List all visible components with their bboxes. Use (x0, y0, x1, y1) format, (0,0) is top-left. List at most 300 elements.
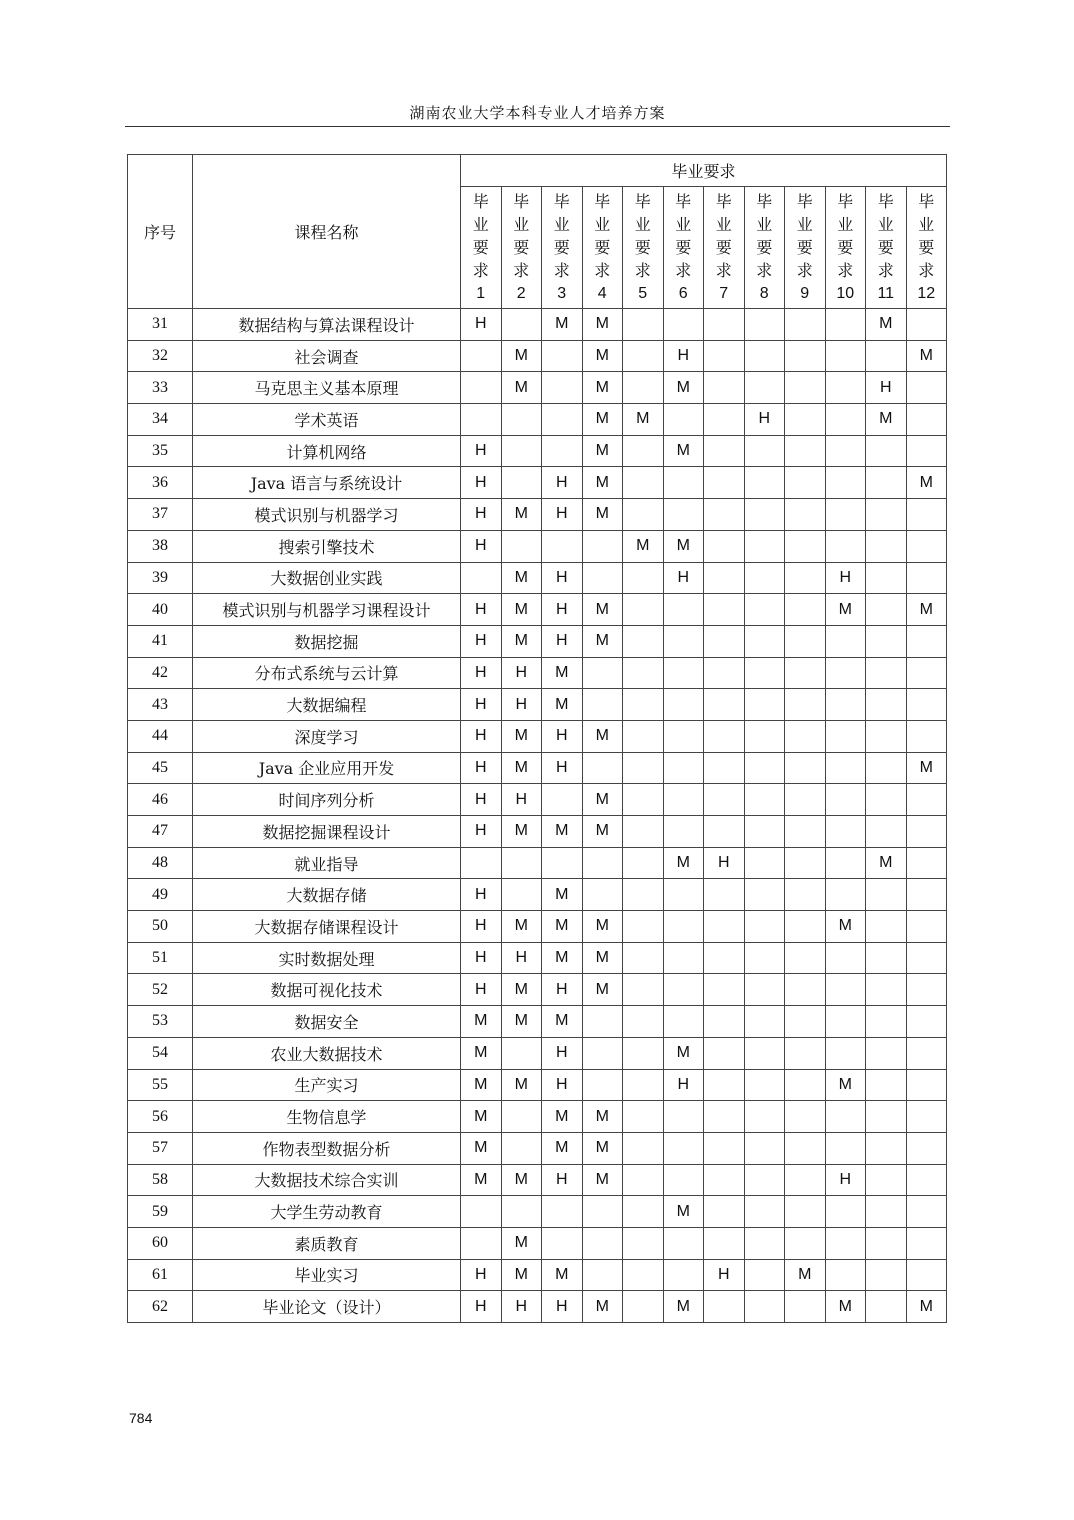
support-level-cell (623, 784, 664, 816)
support-level-cell: H (501, 689, 542, 721)
support-level-cell (825, 467, 866, 499)
support-level-cell (785, 942, 826, 974)
row-index: 58 (128, 1164, 193, 1196)
support-level-cell (704, 752, 745, 784)
support-level-cell: H (461, 974, 502, 1006)
support-level-cell (744, 340, 785, 372)
table-row (128, 530, 947, 562)
table-row (128, 1291, 947, 1323)
support-level-cell (785, 530, 826, 562)
support-level-cell (461, 340, 502, 372)
row-index: 35 (128, 435, 193, 467)
support-level-cell (785, 720, 826, 752)
support-level-cell (663, 689, 704, 721)
support-level-cell: M (501, 752, 542, 784)
row-index: 31 (128, 309, 193, 341)
support-level-cell (785, 911, 826, 943)
support-level-cell: M (582, 372, 623, 404)
support-level-cell: M (461, 1101, 502, 1133)
support-level-cell (582, 562, 623, 594)
support-level-cell (582, 879, 623, 911)
support-level-cell (744, 657, 785, 689)
table-row (128, 594, 947, 626)
support-level-cell (785, 847, 826, 879)
support-level-cell (744, 372, 785, 404)
support-level-cell (906, 1132, 947, 1164)
support-level-cell: M (785, 1259, 826, 1291)
support-level-cell (785, 594, 826, 626)
support-level-cell (663, 1101, 704, 1133)
support-level-cell: H (663, 340, 704, 372)
support-level-cell (906, 435, 947, 467)
support-level-cell: H (501, 942, 542, 974)
support-level-cell (906, 720, 947, 752)
support-level-cell (825, 530, 866, 562)
support-level-cell (744, 467, 785, 499)
support-level-cell: M (582, 467, 623, 499)
support-level-cell: M (501, 1006, 542, 1038)
course-name: 数据结构与算法课程设计 (193, 309, 461, 341)
support-level-cell (744, 594, 785, 626)
support-level-cell (906, 1101, 947, 1133)
support-level-cell (744, 1006, 785, 1038)
support-level-cell (825, 1196, 866, 1228)
support-level-cell: M (663, 1196, 704, 1228)
support-level-cell (785, 340, 826, 372)
support-level-cell: M (501, 562, 542, 594)
support-level-cell: H (461, 879, 502, 911)
support-level-cell: M (866, 309, 907, 341)
course-name: 深度学习 (193, 720, 461, 752)
support-level-cell (785, 974, 826, 1006)
support-level-cell (744, 625, 785, 657)
support-level-cell (501, 847, 542, 879)
support-level-cell (906, 816, 947, 848)
support-level-cell: M (663, 372, 704, 404)
course-name: 社会调查 (193, 340, 461, 372)
support-level-cell: M (582, 1132, 623, 1164)
course-name: 数据挖掘 (193, 625, 461, 657)
course-name: 毕业论文（设计） (193, 1291, 461, 1323)
support-level-cell (663, 879, 704, 911)
support-level-cell (663, 309, 704, 341)
support-level-cell: M (582, 942, 623, 974)
support-level-cell: M (623, 530, 664, 562)
requirement-number: 4 (597, 285, 607, 302)
support-level-cell (785, 816, 826, 848)
support-level-cell (582, 1196, 623, 1228)
support-level-cell (542, 847, 583, 879)
support-level-cell (623, 1196, 664, 1228)
support-level-cell (704, 1069, 745, 1101)
support-level-cell (623, 911, 664, 943)
table-row (128, 1259, 947, 1291)
support-level-cell: H (542, 594, 583, 626)
requirement-header-1: 毕 业 要 求 1 (461, 187, 502, 309)
support-level-cell (825, 435, 866, 467)
support-level-cell (785, 435, 826, 467)
row-index: 60 (128, 1227, 193, 1259)
support-level-cell (744, 562, 785, 594)
support-level-cell (866, 1196, 907, 1228)
support-level-cell (906, 404, 947, 436)
support-level-cell: H (704, 847, 745, 879)
support-level-cell (663, 752, 704, 784)
support-level-cell (623, 816, 664, 848)
support-level-cell (704, 689, 745, 721)
support-level-cell (785, 467, 826, 499)
support-level-cell (906, 530, 947, 562)
support-level-cell: M (501, 1069, 542, 1101)
support-level-cell (704, 1196, 745, 1228)
support-level-cell (704, 435, 745, 467)
course-name: 素质教育 (193, 1227, 461, 1259)
support-level-cell (582, 530, 623, 562)
support-level-cell: H (542, 467, 583, 499)
support-level-cell (866, 530, 907, 562)
support-level-cell (906, 625, 947, 657)
support-level-cell (623, 1037, 664, 1069)
support-level-cell (906, 847, 947, 879)
course-name: 大数据存储 (193, 879, 461, 911)
support-level-cell: M (906, 1291, 947, 1323)
support-level-cell (704, 1006, 745, 1038)
support-level-cell (744, 309, 785, 341)
support-level-cell: M (501, 372, 542, 404)
support-level-cell (866, 435, 907, 467)
support-level-cell: H (542, 1164, 583, 1196)
support-level-cell (744, 1227, 785, 1259)
support-level-cell (825, 1227, 866, 1259)
support-level-cell (663, 625, 704, 657)
row-index: 61 (128, 1259, 193, 1291)
course-name: 作物表型数据分析 (193, 1132, 461, 1164)
support-level-cell (866, 784, 907, 816)
support-level-cell: H (461, 467, 502, 499)
support-level-cell: M (501, 1164, 542, 1196)
support-level-cell: H (461, 911, 502, 943)
course-name: 计算机网络 (193, 435, 461, 467)
table-row (128, 1006, 947, 1038)
support-level-cell (663, 404, 704, 436)
support-level-cell (582, 1006, 623, 1038)
table-row (128, 404, 947, 436)
support-level-cell (582, 689, 623, 721)
support-level-cell: H (461, 720, 502, 752)
support-level-cell (825, 657, 866, 689)
support-level-cell: M (663, 530, 704, 562)
row-index: 54 (128, 1037, 193, 1069)
support-level-cell: H (461, 625, 502, 657)
support-level-cell (704, 974, 745, 1006)
support-level-cell: H (542, 562, 583, 594)
support-level-cell (704, 404, 745, 436)
support-level-cell (825, 974, 866, 1006)
course-name: 生物信息学 (193, 1101, 461, 1133)
table-row (128, 499, 947, 531)
support-level-cell: M (542, 309, 583, 341)
support-level-cell (866, 879, 907, 911)
support-level-cell: M (663, 435, 704, 467)
support-level-cell (906, 1196, 947, 1228)
support-level-cell (461, 1227, 502, 1259)
support-level-cell (866, 657, 907, 689)
support-level-cell (744, 689, 785, 721)
course-name: 马克思主义基本原理 (193, 372, 461, 404)
support-level-cell: H (461, 752, 502, 784)
support-level-cell (582, 657, 623, 689)
support-level-cell: M (906, 467, 947, 499)
support-level-cell (744, 942, 785, 974)
course-name: Java 语言与系统设计 (193, 467, 461, 499)
table-row (128, 467, 947, 499)
course-name: 实时数据处理 (193, 942, 461, 974)
requirement-header-9: 毕 业 要 求 9 (785, 187, 826, 309)
support-level-cell: H (501, 1291, 542, 1323)
course-name: 大学生劳动教育 (193, 1196, 461, 1228)
row-index: 37 (128, 499, 193, 531)
support-level-cell (866, 689, 907, 721)
row-index: 49 (128, 879, 193, 911)
support-level-cell: H (461, 530, 502, 562)
support-level-cell: M (542, 657, 583, 689)
table-row (128, 1196, 947, 1228)
support-level-cell (704, 784, 745, 816)
support-level-cell (906, 1069, 947, 1101)
table-row (128, 1164, 947, 1196)
support-level-cell (785, 372, 826, 404)
page-number: 784 (129, 1410, 153, 1426)
requirement-header-6: 毕 业 要 求 6 (663, 187, 704, 309)
support-level-cell (785, 689, 826, 721)
support-level-cell (501, 530, 542, 562)
support-level-cell: H (542, 752, 583, 784)
support-level-cell (744, 784, 785, 816)
row-index: 38 (128, 530, 193, 562)
support-level-cell: M (825, 594, 866, 626)
support-level-cell (825, 1101, 866, 1133)
support-level-cell (623, 1101, 664, 1133)
support-level-cell (704, 720, 745, 752)
support-level-cell (704, 309, 745, 341)
support-level-cell: M (582, 340, 623, 372)
support-level-cell (866, 911, 907, 943)
support-level-cell (623, 974, 664, 1006)
support-level-cell (866, 1291, 907, 1323)
course-name: 时间序列分析 (193, 784, 461, 816)
support-level-cell: M (501, 816, 542, 848)
table-row (128, 372, 947, 404)
row-index: 62 (128, 1291, 193, 1323)
support-level-cell (785, 1196, 826, 1228)
support-level-cell: H (461, 689, 502, 721)
support-level-cell (906, 689, 947, 721)
support-level-cell (704, 879, 745, 911)
support-level-cell (906, 562, 947, 594)
row-index: 40 (128, 594, 193, 626)
table-row (128, 847, 947, 879)
support-level-cell (704, 1132, 745, 1164)
support-level-cell (663, 1132, 704, 1164)
support-level-cell: M (663, 1037, 704, 1069)
support-level-cell (825, 404, 866, 436)
table-row (128, 562, 947, 594)
support-level-cell (785, 404, 826, 436)
support-level-cell: M (501, 625, 542, 657)
support-level-cell (866, 340, 907, 372)
support-level-cell: M (582, 1164, 623, 1196)
support-level-cell: M (461, 1164, 502, 1196)
support-level-cell: H (866, 372, 907, 404)
support-level-cell (866, 467, 907, 499)
support-level-cell: H (663, 1069, 704, 1101)
row-index: 39 (128, 562, 193, 594)
requirement-number: 1 (476, 285, 486, 302)
support-level-cell: H (461, 942, 502, 974)
support-level-cell: M (582, 784, 623, 816)
support-level-cell: M (582, 720, 623, 752)
support-level-cell (906, 879, 947, 911)
support-level-cell (906, 1037, 947, 1069)
table-row (128, 784, 947, 816)
table-row (128, 816, 947, 848)
table-row (128, 657, 947, 689)
table-row (128, 879, 947, 911)
column-group-requirements: 毕业要求 (461, 155, 947, 187)
support-level-cell: M (906, 752, 947, 784)
support-level-cell (906, 784, 947, 816)
support-level-cell: M (582, 974, 623, 1006)
requirement-number: 11 (877, 285, 895, 302)
support-level-cell: H (744, 404, 785, 436)
requirement-header-4: 毕 业 要 求 4 (582, 187, 623, 309)
support-level-cell (582, 752, 623, 784)
support-level-cell (582, 1259, 623, 1291)
support-level-cell (866, 625, 907, 657)
support-level-cell: H (461, 784, 502, 816)
support-level-cell: H (461, 594, 502, 626)
support-level-cell (785, 1132, 826, 1164)
support-level-cell: M (582, 911, 623, 943)
support-level-cell: H (461, 1291, 502, 1323)
support-level-cell (501, 1101, 542, 1133)
support-level-cell (542, 784, 583, 816)
requirement-header-11: 毕 业 要 求 11 (866, 187, 907, 309)
support-level-cell (461, 562, 502, 594)
course-name: 就业指导 (193, 847, 461, 879)
support-level-cell: H (542, 499, 583, 531)
support-level-cell: M (906, 340, 947, 372)
support-level-cell (744, 1132, 785, 1164)
support-level-cell: H (542, 1069, 583, 1101)
support-level-cell (785, 1164, 826, 1196)
support-level-cell (663, 1164, 704, 1196)
support-level-cell: M (866, 404, 907, 436)
support-level-cell: M (542, 942, 583, 974)
support-level-cell (704, 1101, 745, 1133)
table-row (128, 435, 947, 467)
support-level-cell (461, 404, 502, 436)
support-level-cell: M (825, 911, 866, 943)
support-level-cell (623, 1227, 664, 1259)
support-level-cell: M (663, 1291, 704, 1323)
support-level-cell (623, 879, 664, 911)
support-level-cell: H (461, 309, 502, 341)
support-level-cell (825, 847, 866, 879)
support-level-cell: H (825, 562, 866, 594)
table-row (128, 720, 947, 752)
support-level-cell (623, 1259, 664, 1291)
support-level-cell (663, 1227, 704, 1259)
support-level-cell (501, 1196, 542, 1228)
support-level-cell (825, 1132, 866, 1164)
support-level-cell (704, 816, 745, 848)
support-level-cell: M (542, 1006, 583, 1038)
support-level-cell (744, 847, 785, 879)
support-level-cell (825, 499, 866, 531)
support-level-cell: M (906, 594, 947, 626)
support-level-cell (744, 911, 785, 943)
row-index: 36 (128, 467, 193, 499)
support-level-cell: H (461, 499, 502, 531)
support-level-cell (704, 1291, 745, 1323)
support-level-cell (906, 1227, 947, 1259)
support-level-cell (825, 1006, 866, 1038)
support-level-cell (785, 879, 826, 911)
support-level-cell (461, 847, 502, 879)
support-level-cell (825, 942, 866, 974)
support-level-cell: M (542, 1132, 583, 1164)
support-level-cell: M (542, 879, 583, 911)
support-level-cell (785, 1006, 826, 1038)
support-level-cell (704, 340, 745, 372)
support-level-cell: M (501, 594, 542, 626)
support-level-cell: M (501, 499, 542, 531)
support-level-cell: H (501, 784, 542, 816)
requirement-header-12: 毕 业 要 求 12 (906, 187, 947, 309)
course-name: 大数据创业实践 (193, 562, 461, 594)
support-level-cell (866, 1037, 907, 1069)
support-level-cell (663, 720, 704, 752)
support-level-cell (744, 752, 785, 784)
support-level-cell (866, 942, 907, 974)
support-level-cell (704, 942, 745, 974)
requirements-table (127, 154, 947, 1323)
row-index: 41 (128, 625, 193, 657)
support-level-cell (663, 1006, 704, 1038)
support-level-cell (623, 435, 664, 467)
column-header-index: 序号 (128, 155, 193, 309)
row-index: 52 (128, 974, 193, 1006)
support-level-cell: M (501, 340, 542, 372)
table-row (128, 340, 947, 372)
support-level-cell: M (461, 1132, 502, 1164)
support-level-cell (744, 1196, 785, 1228)
support-level-cell (623, 847, 664, 879)
support-level-cell (663, 816, 704, 848)
table-row (128, 1227, 947, 1259)
support-level-cell (906, 1259, 947, 1291)
support-level-cell: H (663, 562, 704, 594)
support-level-cell (623, 467, 664, 499)
support-level-cell: M (542, 1101, 583, 1133)
support-level-cell (744, 435, 785, 467)
support-level-cell: M (542, 816, 583, 848)
support-level-cell: H (542, 1037, 583, 1069)
table-row (128, 309, 947, 341)
support-level-cell (825, 784, 866, 816)
row-index: 44 (128, 720, 193, 752)
